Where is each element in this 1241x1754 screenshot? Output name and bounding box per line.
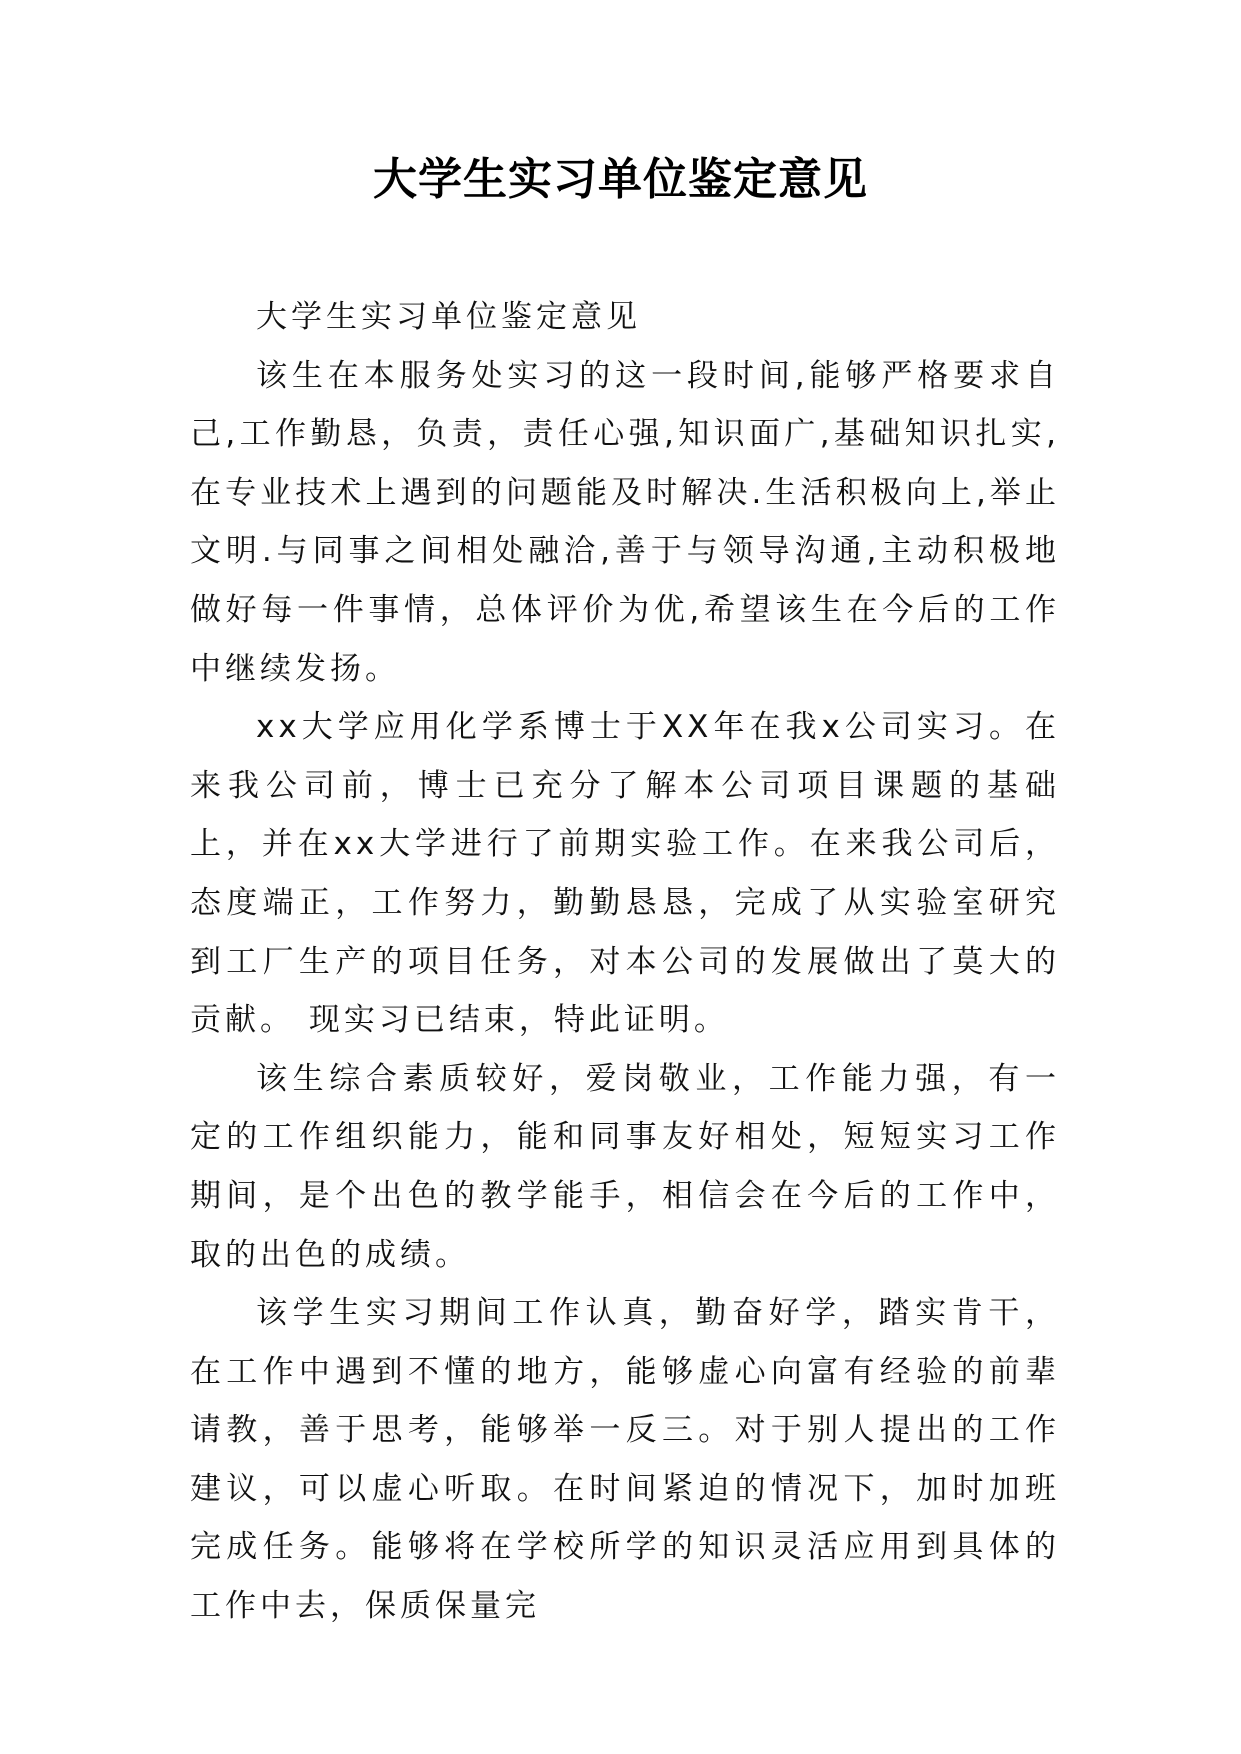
document-title: 大学生实习单位鉴定意见 [373,154,868,205]
paragraph-heading: 大学生实习单位鉴定意见 [256,299,641,335]
paragraph-evaluation-3: 该生综合素质较好，爱岗敬业，工作能力强，有一定的工作组织能力，能和同事友好相处，短短实习工作期间，是个出色的教学能手，相信会在今后的工作中，取的出色的成绩。 [190,1060,1060,1273]
paragraph-evaluation-4: 该学生实习期间工作认真，勤奋好学，踏实肯干，在工作中遇到不懂的地方，能够虚心向富有经验的前辈请教，善于思考，能够举一反三。对于别人提出的工作建议，可以虚心听取。在时间紧迫的情况下，加时加班完成任务。能够将在学校所学的知识灵活应用到具体的工作中去，保质保量完 [190,1295,1060,1625]
document-body [190,288,1060,1636]
paragraph-evaluation-1: 该生在本服务处实习的这一段时间,能够严格要求自己,工作勤恳，负责，责任心强,知识面广,基础知识扎实,在专业技术上遇到的问题能及时解决.生活积极向上,举止文明.与同事之间相处融洽,善于与领导沟通,主动积极地做好每一件事情，总体评价为优,希望该生在今后的工作中继续发扬。 [190,357,1060,687]
paragraph-evaluation-2: xx大学应用化学系博士于XX年在我x公司实习。在来我公司前，博士已充分了解本公司项目课题的基础上，并在xx大学进行了前期实验工作。在来我公司后，态度端正，工作努力，勤勤恳恳，完成了从实验室研究到工厂生产的项目任务，对本公司的发展做出了莫大的贡献。 现实习已结束，特此证明。 [190,709,1060,1039]
